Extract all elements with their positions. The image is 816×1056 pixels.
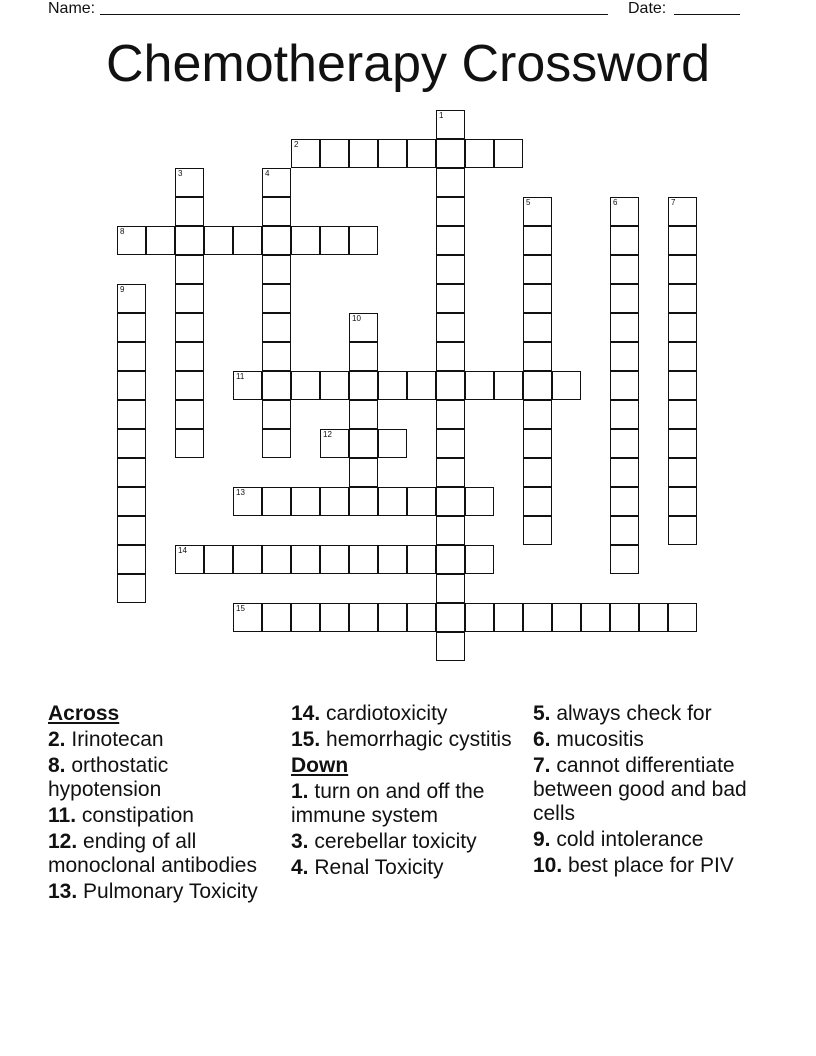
- clue-number: 9: [120, 285, 125, 294]
- crossword-cell[interactable]: [436, 110, 465, 139]
- crossword-cell[interactable]: [262, 603, 291, 632]
- crossword-cell[interactable]: [668, 284, 697, 313]
- crossword-cell[interactable]: [175, 168, 204, 197]
- crossword-cell[interactable]: [552, 371, 581, 400]
- clue-number: 4: [265, 169, 270, 178]
- clue-item-text: hemorrhagic cystitis: [326, 728, 512, 751]
- crossword-cell[interactable]: [407, 139, 436, 168]
- crossword-cell[interactable]: [552, 603, 581, 632]
- crossword-cell[interactable]: [494, 371, 523, 400]
- clue-down-item: [291, 780, 523, 828]
- crossword-cell[interactable]: [436, 313, 465, 342]
- clue-number: 11: [236, 372, 245, 381]
- clue-item-text: always check for: [556, 702, 712, 725]
- crossword-cell[interactable]: [175, 400, 204, 429]
- crossword-cell[interactable]: [291, 545, 320, 574]
- crossword-cell[interactable]: [117, 371, 146, 400]
- crossword-cell[interactable]: [523, 516, 552, 545]
- crossword-cell[interactable]: [175, 197, 204, 226]
- crossword-cell[interactable]: [436, 603, 465, 632]
- name-field[interactable]: [100, 14, 608, 15]
- crossword-cell[interactable]: [668, 603, 697, 632]
- clues-column-3: [533, 702, 765, 880]
- clue-down-item: [291, 856, 523, 880]
- crossword-cell[interactable]: [436, 574, 465, 603]
- crossword-cell[interactable]: [320, 603, 349, 632]
- crossword-cell[interactable]: [610, 400, 639, 429]
- crossword-cell[interactable]: [610, 603, 639, 632]
- crossword-cell[interactable]: [262, 226, 291, 255]
- crossword-cell[interactable]: [117, 284, 146, 313]
- crossword-cell[interactable]: [233, 371, 262, 400]
- clue-number: 10: [352, 314, 361, 323]
- clue-number: 14: [178, 546, 187, 555]
- crossword-cell[interactable]: [610, 255, 639, 284]
- clue-down-item: [533, 754, 765, 826]
- crossword-cell[interactable]: [436, 632, 465, 661]
- clue-number: 5: [526, 198, 531, 207]
- crossword-cell[interactable]: [291, 226, 320, 255]
- crossword-cell[interactable]: [117, 458, 146, 487]
- clue-across-item: [48, 804, 280, 828]
- clue-item-number: 12.: [48, 830, 78, 853]
- clue-item-text: cold intolerance: [556, 828, 704, 851]
- clue-item-number: 14.: [291, 702, 321, 725]
- page-title: Chemotherapy Crossword: [105, 35, 711, 93]
- crossword-cell[interactable]: [668, 226, 697, 255]
- clue-item-text: cardiotoxicity: [326, 702, 448, 725]
- clue-across-item: [48, 754, 280, 802]
- crossword-cell[interactable]: [262, 487, 291, 516]
- crossword-cell[interactable]: [465, 545, 494, 574]
- clue-across-item: [48, 830, 280, 878]
- crossword-cell[interactable]: [668, 255, 697, 284]
- clue-item-text: cerebellar toxicity: [314, 830, 477, 853]
- clue-item-number: 13.: [48, 880, 78, 903]
- crossword-cell[interactable]: [175, 371, 204, 400]
- crossword-cell[interactable]: [320, 429, 349, 458]
- clue-item-text: Pulmonary Toxicity: [83, 880, 258, 903]
- clue-item-number: 1.: [291, 780, 309, 803]
- crossword-cell[interactable]: [204, 545, 233, 574]
- crossword-cell[interactable]: [117, 313, 146, 342]
- crossword-cell[interactable]: [117, 487, 146, 516]
- clue-across-item: [48, 880, 280, 904]
- clue-item-number: 8.: [48, 754, 66, 777]
- clue-item-number: 3.: [291, 830, 309, 853]
- crossword-cell[interactable]: [668, 400, 697, 429]
- crossword-cell[interactable]: [349, 342, 378, 371]
- crossword-cell[interactable]: [291, 487, 320, 516]
- crossword-cell[interactable]: [262, 429, 291, 458]
- crossword-cell[interactable]: [465, 371, 494, 400]
- crossword-cell[interactable]: [610, 545, 639, 574]
- crossword-cell[interactable]: [175, 284, 204, 313]
- crossword-cell[interactable]: [668, 371, 697, 400]
- name-label: Name:: [48, 0, 96, 17]
- crossword-cell[interactable]: [610, 458, 639, 487]
- crossword-cell[interactable]: [610, 313, 639, 342]
- clue-across-item: [291, 702, 523, 726]
- crossword-cell[interactable]: [262, 371, 291, 400]
- crossword-cell[interactable]: [668, 313, 697, 342]
- crossword-cell[interactable]: [436, 487, 465, 516]
- crossword-cell[interactable]: [523, 458, 552, 487]
- crossword-cell[interactable]: [349, 458, 378, 487]
- crossword-cell[interactable]: [407, 487, 436, 516]
- clue-across-item: [48, 728, 280, 752]
- crossword-cell[interactable]: [117, 574, 146, 603]
- crossword-cell[interactable]: [320, 226, 349, 255]
- crossword-cell[interactable]: [523, 197, 552, 226]
- crossword-cell[interactable]: [610, 516, 639, 545]
- crossword-cell[interactable]: [233, 487, 262, 516]
- crossword-cell[interactable]: [117, 545, 146, 574]
- clue-item-text: cannot differentiate between good and bad cells: [533, 754, 747, 825]
- crossword-cell[interactable]: [523, 226, 552, 255]
- crossword-cell[interactable]: [436, 545, 465, 574]
- crossword-cell[interactable]: [610, 226, 639, 255]
- clue-number: 6: [613, 198, 618, 207]
- crossword-cell[interactable]: [175, 313, 204, 342]
- clue-number: 15: [236, 604, 245, 613]
- clue-number: 7: [671, 198, 676, 207]
- crossword-cell[interactable]: [436, 429, 465, 458]
- crossword-cell[interactable]: [436, 371, 465, 400]
- crossword-cell[interactable]: [262, 342, 291, 371]
- crossword-cell[interactable]: [465, 139, 494, 168]
- crossword-cell[interactable]: [494, 603, 523, 632]
- crossword-cell[interactable]: [117, 342, 146, 371]
- clue-down-item: [533, 728, 765, 752]
- crossword-cell[interactable]: [291, 139, 320, 168]
- crossword-cell[interactable]: [349, 226, 378, 255]
- clue-item-number: 4.: [291, 856, 309, 879]
- crossword-cell[interactable]: [610, 371, 639, 400]
- crossword-cell[interactable]: [581, 603, 610, 632]
- across-heading: Across: [48, 702, 120, 725]
- crossword-cell[interactable]: [349, 603, 378, 632]
- crossword-cell[interactable]: [523, 255, 552, 284]
- crossword-cell[interactable]: [117, 400, 146, 429]
- crossword-cell[interactable]: [320, 371, 349, 400]
- crossword-cell[interactable]: [436, 516, 465, 545]
- clue-number: 2: [294, 140, 299, 149]
- crossword-cell[interactable]: [204, 226, 233, 255]
- clues-column-1: [48, 702, 280, 906]
- crossword-cell[interactable]: [349, 313, 378, 342]
- clue-item-text: mucositis: [556, 728, 644, 751]
- crossword-cell[interactable]: [320, 487, 349, 516]
- crossword-cell[interactable]: [117, 226, 146, 255]
- clue-item-number: 10.: [533, 854, 563, 877]
- crossword-cell[interactable]: [436, 197, 465, 226]
- clue-item-number: 7.: [533, 754, 551, 777]
- crossword-cell[interactable]: [436, 284, 465, 313]
- crossword-cell[interactable]: [117, 429, 146, 458]
- crossword-cell[interactable]: [436, 139, 465, 168]
- crossword-cell[interactable]: [262, 400, 291, 429]
- clues-column-2: [291, 702, 523, 882]
- crossword-cell[interactable]: [436, 400, 465, 429]
- clue-number: 3: [178, 169, 183, 178]
- crossword-cell[interactable]: [262, 284, 291, 313]
- date-label: Date:: [628, 0, 667, 17]
- crossword-cell[interactable]: [465, 487, 494, 516]
- clue-item-text: ending of all monoclonal antibodies: [48, 830, 257, 877]
- crossword-cell[interactable]: [668, 429, 697, 458]
- crossword-cell[interactable]: [523, 284, 552, 313]
- crossword-cell[interactable]: [320, 545, 349, 574]
- crossword-cell[interactable]: [378, 429, 407, 458]
- crossword-cell[interactable]: [378, 139, 407, 168]
- header: [48, 0, 748, 20]
- crossword-cell[interactable]: [668, 516, 697, 545]
- down-heading: Down: [291, 754, 349, 777]
- clue-down-item: [533, 702, 765, 726]
- clue-number: 8: [120, 227, 125, 236]
- crossword-cell[interactable]: [668, 487, 697, 516]
- clue-down-item: [533, 854, 765, 878]
- crossword-cell[interactable]: [262, 255, 291, 284]
- crossword-cell[interactable]: [291, 603, 320, 632]
- crossword-cell[interactable]: [436, 342, 465, 371]
- crossword-cell[interactable]: [668, 342, 697, 371]
- crossword-cell[interactable]: [610, 342, 639, 371]
- crossword-cell[interactable]: [465, 603, 494, 632]
- crossword-cell[interactable]: [523, 603, 552, 632]
- crossword-cell[interactable]: [262, 545, 291, 574]
- crossword-cell[interactable]: [175, 545, 204, 574]
- crossword-cell[interactable]: [668, 458, 697, 487]
- crossword-cell[interactable]: [378, 487, 407, 516]
- crossword-cell[interactable]: [523, 429, 552, 458]
- crossword-cell[interactable]: [523, 400, 552, 429]
- crossword-cell[interactable]: [436, 226, 465, 255]
- crossword-cell[interactable]: [523, 371, 552, 400]
- clue-item-number: 15.: [291, 728, 321, 751]
- crossword-cell[interactable]: [233, 603, 262, 632]
- crossword-cell[interactable]: [378, 371, 407, 400]
- crossword-cell[interactable]: [610, 197, 639, 226]
- crossword-cell[interactable]: [349, 139, 378, 168]
- clue-item-number: 9.: [533, 828, 551, 851]
- crossword-cell[interactable]: [349, 487, 378, 516]
- crossword-cell[interactable]: [349, 545, 378, 574]
- clue-item-number: 5.: [533, 702, 551, 725]
- clue-item-text: best place for PIV: [568, 854, 734, 877]
- crossword-cell[interactable]: [262, 168, 291, 197]
- clue-item-text: orthostatic hypotension: [48, 754, 169, 801]
- crossword-cell[interactable]: [233, 545, 262, 574]
- clue-down-item: [533, 828, 765, 852]
- crossword-cell[interactable]: [436, 168, 465, 197]
- crossword-cell[interactable]: [610, 429, 639, 458]
- crossword-cell[interactable]: [175, 342, 204, 371]
- clue-number: 13: [236, 488, 245, 497]
- crossword-cell[interactable]: [407, 603, 436, 632]
- crossword-cell[interactable]: [175, 255, 204, 284]
- crossword-cell[interactable]: [349, 371, 378, 400]
- crossword-cell[interactable]: [436, 255, 465, 284]
- crossword-cell[interactable]: [407, 371, 436, 400]
- crossword-cell[interactable]: [349, 429, 378, 458]
- crossword-cell[interactable]: [523, 342, 552, 371]
- crossword-cell[interactable]: [233, 226, 262, 255]
- crossword-cell[interactable]: [610, 487, 639, 516]
- clue-item-number: 6.: [533, 728, 551, 751]
- clue-number: 1: [439, 111, 444, 120]
- date-field[interactable]: [674, 14, 740, 15]
- crossword-cell[interactable]: [320, 139, 349, 168]
- clue-item-text: Irinotecan: [71, 728, 164, 751]
- clue-item-text: turn on and off the immune system: [291, 780, 485, 827]
- crossword-cell[interactable]: [262, 313, 291, 342]
- crossword-cell[interactable]: [146, 226, 175, 255]
- crossword-cell[interactable]: [668, 197, 697, 226]
- crossword-cell[interactable]: [523, 487, 552, 516]
- crossword-cell[interactable]: [349, 400, 378, 429]
- crossword-cell[interactable]: [407, 545, 436, 574]
- crossword-cell[interactable]: [494, 139, 523, 168]
- crossword-cell[interactable]: [291, 371, 320, 400]
- crossword-cell[interactable]: [610, 284, 639, 313]
- crossword-cell[interactable]: [378, 603, 407, 632]
- crossword-cell[interactable]: [639, 603, 668, 632]
- crossword-cell[interactable]: [262, 197, 291, 226]
- clue-down-item: [291, 830, 523, 854]
- clue-across-item: [291, 728, 523, 752]
- crossword-cell[interactable]: [378, 545, 407, 574]
- crossword-cell[interactable]: [436, 458, 465, 487]
- clue-item-number: 11.: [48, 804, 77, 827]
- crossword-cell[interactable]: [523, 313, 552, 342]
- clue-item-number: 2.: [48, 728, 66, 751]
- crossword-cell[interactable]: [175, 226, 204, 255]
- crossword-cell[interactable]: [175, 429, 204, 458]
- clue-item-text: constipation: [81, 804, 194, 827]
- clue-number: 12: [323, 430, 332, 439]
- crossword-cell[interactable]: [117, 516, 146, 545]
- clue-item-text: Renal Toxicity: [314, 856, 444, 879]
